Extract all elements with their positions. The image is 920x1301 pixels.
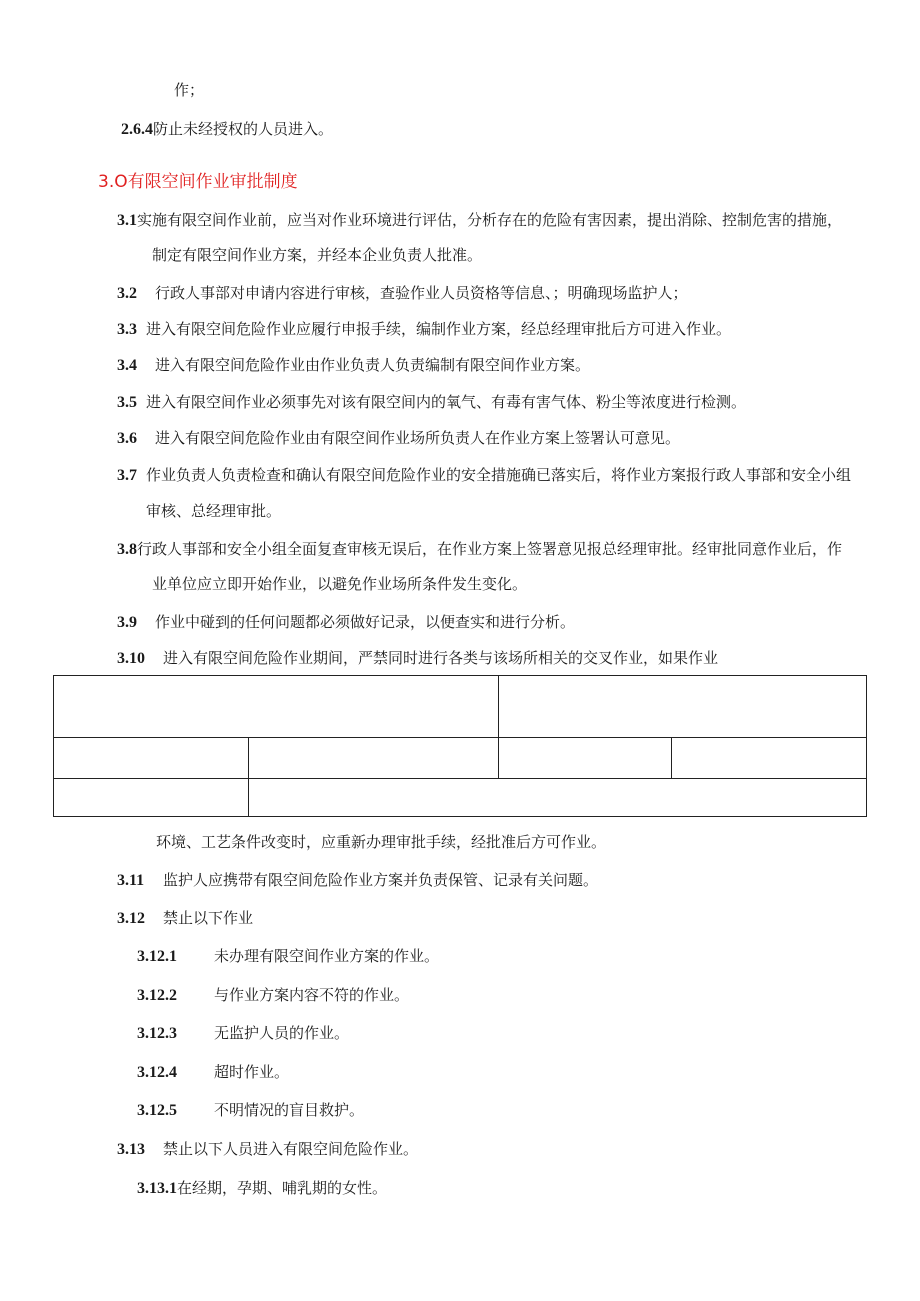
item-text: 监护人应携带有限空间危险作业方案并负责保管、记录有关问题。 [163, 871, 599, 889]
item-text: 作业中碰到的任何问题都必须做好记录，以便查实和进行分析。 [155, 613, 576, 631]
item-number: 3.7 [117, 467, 137, 484]
item-text: 进入有限空间危险作业期间，严禁同时进行各类与该场所相关的交叉作业，如果作业 [163, 649, 719, 667]
item-3-11 [117, 870, 144, 891]
item-number: 3.11 [117, 872, 145, 889]
table-cell [498, 675, 867, 738]
item-number: 3.8 [117, 541, 137, 558]
item-text: 在经期，孕期、哺乳期的女性。 [177, 1179, 388, 1197]
item-number: 3.12 [117, 910, 145, 927]
item-3-7-cont: 审核、总经理审批。 [146, 502, 282, 520]
item-3-1 [117, 210, 842, 231]
item-3-12-5 [137, 1100, 177, 1121]
item-text: 进入有限空间危险作业由作业负责人负责编制有限空间作业方案。 [155, 356, 591, 374]
item-text: 防止未经授权的人员进入。 [153, 120, 334, 138]
item-3-13 [117, 1139, 145, 1160]
item-number: 2.6.4 [121, 121, 153, 138]
item-text: 未办理有限空间作业方案的作业。 [214, 947, 440, 965]
item-text: 不明情况的盲目救护。 [214, 1101, 365, 1119]
item-number: 3.1 [117, 212, 137, 229]
item-3-13-1 [137, 1178, 387, 1199]
item-3-12-3 [137, 1023, 177, 1044]
item-number: 3.6 [117, 430, 137, 447]
item-text: 进入有限空间危险作业应履行申报手续，编制作业方案，经总经理审批后方可进入作业。 [146, 320, 732, 338]
item-number: 3.12.1 [137, 948, 177, 965]
item-number: 3.9 [117, 614, 137, 631]
table-cell [53, 675, 499, 738]
item-number: 3.2 [117, 285, 137, 302]
item-3-12-4 [137, 1062, 177, 1083]
item-number: 3.10 [117, 650, 145, 667]
item-3-8 [117, 539, 842, 560]
item-3-12-2 [137, 985, 177, 1006]
item-text: 实施有限空间作业前，应当对作业环境进行评估，分析存在的危险有害因素，提出消除、控制危害的措施， [137, 211, 843, 229]
continued-text: 作； [174, 81, 205, 99]
item-text: 行政人事部和安全小组全面复查审核无误后，在作业方案上签署意见报总经理审批。经审批同意作业后，作 [137, 540, 843, 558]
section-title: 3.O有限空间作业审批制度 [98, 172, 298, 192]
item-text: 行政人事部对申请内容进行审核，查验作业人员资格等信息、；明确现场监护人； [155, 284, 688, 302]
item-3-2 [117, 283, 137, 304]
table-cell [248, 737, 499, 779]
item-3-5 [117, 392, 137, 413]
item-3-6 [117, 428, 137, 449]
item-3-8-cont: 业单位应立即开始作业，以避免作业场所条件发生变化。 [152, 575, 528, 593]
item-3-12 [117, 908, 145, 929]
table-cell [53, 737, 249, 779]
item-3-10 [117, 648, 145, 669]
item-number: 3.12.4 [137, 1064, 177, 1081]
item-number: 3.5 [117, 394, 137, 411]
item-text: 禁止以下人员进入有限空间危险作业。 [163, 1140, 419, 1158]
item-3-9 [117, 612, 137, 633]
form-table [53, 675, 867, 817]
item-number: 3.4 [117, 357, 137, 374]
item-number: 3.3 [117, 321, 137, 338]
item-number: 3.13 [117, 1141, 145, 1158]
table-cell [671, 737, 867, 779]
table-cell [53, 778, 249, 817]
table-cell [498, 737, 672, 779]
item-number: 3.12.5 [137, 1102, 177, 1119]
item-text: 无监护人员的作业。 [214, 1024, 350, 1042]
item-number: 3.12.3 [137, 1025, 177, 1042]
item-number: 3.12.2 [137, 987, 177, 1004]
item-3-4 [117, 355, 137, 376]
item-3-7 [117, 465, 137, 486]
item-text: 超时作业。 [214, 1063, 290, 1081]
item-2-6-4 [121, 119, 333, 140]
item-text: 禁止以下作业 [163, 909, 254, 927]
item-3-1-cont: 制定有限空间作业方案，并经本企业负责人批准。 [152, 246, 483, 264]
item-text: 进入有限空间危险作业由有限空间作业场所负责人在作业方案上签署认可意见。 [155, 429, 681, 447]
item-number: 3.13.1 [137, 1180, 177, 1197]
item-text: 进入有限空间作业必须事先对该有限空间内的氧气、有毒有害气体、粉尘等浓度进行检测。 [146, 393, 747, 411]
item-text: 与作业方案内容不符的作业。 [214, 986, 410, 1004]
item-3-12-1 [137, 946, 177, 967]
table-cell [248, 778, 867, 817]
item-text: 作业负责人负责检查和确认有限空间危险作业的安全措施确已落实后，将作业方案报行政人事部和安全小组 [146, 466, 852, 484]
item-3-3 [117, 319, 137, 340]
item-3-10-cont: 环境、工艺条件改变时，应重新办理审批手续，经批准后方可作业。 [156, 833, 607, 851]
